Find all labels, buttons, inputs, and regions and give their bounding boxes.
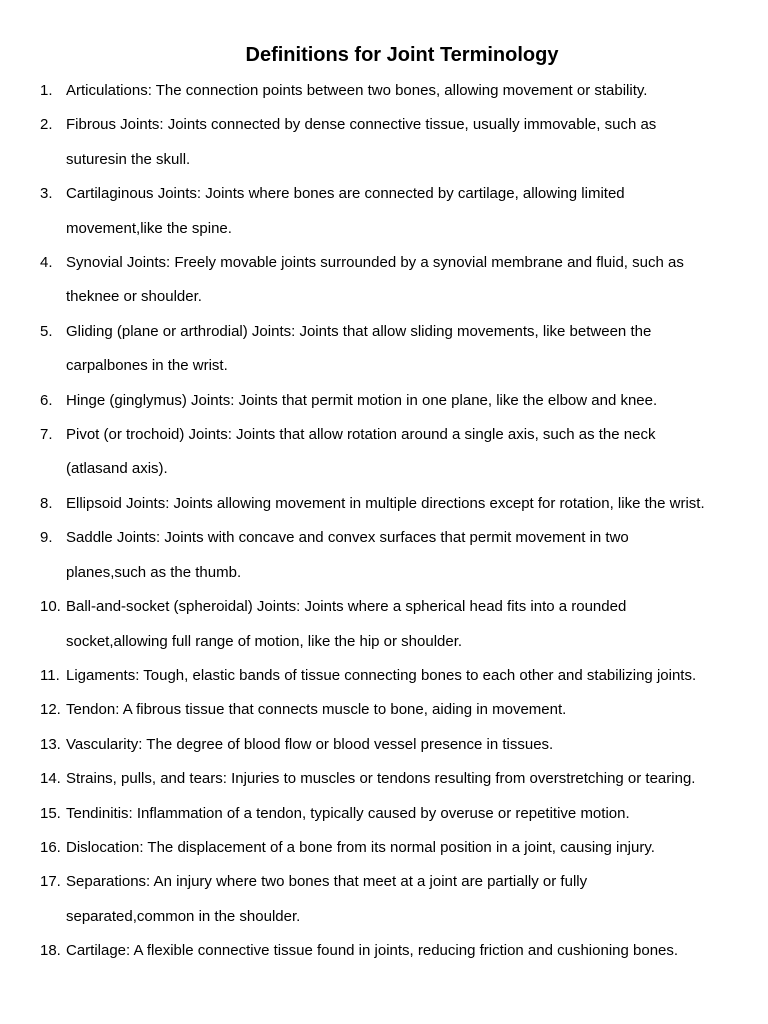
list-item <box>40 831 740 865</box>
list-item <box>40 797 740 831</box>
list-item-number: 2. <box>40 116 53 134</box>
definition-text-line: movement,like the spine. <box>66 219 232 237</box>
definition-text-line: separated,common in the shoulder. <box>66 907 301 925</box>
list-item-number: 15. <box>40 804 61 822</box>
list-item <box>40 315 740 384</box>
definition-text-line: Ellipsoid Joints: Joints allowing movement in multiple directions except for rotation, like the wrist. <box>66 494 705 512</box>
list-item <box>40 384 740 418</box>
definition-text-line: theknee or shoulder. <box>66 288 202 306</box>
definition-text-line: Vascularity: The degree of blood flow or blood vessel presence in tissues. <box>66 735 554 753</box>
list-item-number: 4. <box>40 254 53 272</box>
list-item-number: 1. <box>40 82 53 99</box>
definition-text-line: socket,allowing full range of motion, like the hip or shoulder. <box>66 632 463 650</box>
definition-text-line: planes,such as the thumb. <box>66 563 242 581</box>
list-item-number: 13. <box>40 735 61 753</box>
definition-text-line: Tendon: A fibrous tissue that connects muscle to bone, aiding in movement. <box>66 701 567 719</box>
list-item-number: 9. <box>40 529 53 547</box>
definition-text-line: Cartilage: A flexible connective tissue found in joints, reducing friction and cushioning bones. <box>66 942 679 960</box>
definition-text-line: Articulations: The connection points between two bones, allowing movement or stability. <box>66 82 648 99</box>
list-item <box>40 418 740 487</box>
definition-text-line: Separations: An injury where two bones that meet at a joint are partially or fully <box>66 873 588 891</box>
list-item-number: 14. <box>40 770 61 788</box>
definition-text-line: Gliding (plane or arthrodial) Joints: Joints that allow sliding movements, like between the <box>66 322 652 340</box>
list-item <box>40 865 740 934</box>
list-item <box>40 693 740 727</box>
list-item-number: 10. <box>40 598 61 616</box>
definition-text-line: carpalbones in the wrist. <box>66 357 228 375</box>
list-item <box>40 177 740 246</box>
list-item-number: 16. <box>40 838 61 856</box>
definition-text-line: Ball-and-socket (spheroidal) Joints: Joints where a spherical head fits into a rounded <box>66 598 627 616</box>
list-item-number: 6. <box>40 391 53 409</box>
list-item-number: 3. <box>40 185 53 203</box>
definition-text-line: suturesin the skull. <box>66 150 191 168</box>
list-item-number: 18. <box>40 942 61 960</box>
definition-text-line: (atlasand axis). <box>66 460 168 478</box>
definition-text-line: Saddle Joints: Joints with concave and convex surfaces that permit movement in two <box>66 529 629 547</box>
definition-text-line: Hinge (ginglymus) Joints: Joints that permit motion in one plane, like the elbow and knee. <box>66 391 658 409</box>
definition-text-line: Pivot (or trochoid) Joints: Joints that allow rotation around a single axis, such as the neck <box>66 426 656 444</box>
definition-text-line: Tendinitis: Inflammation of a tendon, typically caused by overuse or repetitive motion. <box>66 804 630 822</box>
list-item-number: 17. <box>40 873 61 891</box>
definition-text-line: Strains, pulls, and tears: Injuries to muscles or tendons resulting from overstretching or tearing. <box>66 770 696 788</box>
page-title: Definitions for Joint Terminology <box>245 44 559 66</box>
definition-text-line: Fibrous Joints: Joints connected by dense connective tissue, usually immovable, such as <box>66 116 657 134</box>
definition-text-line: Ligaments: Tough, elastic bands of tissue connecting bones to each other and stabilizing joints. <box>66 666 697 684</box>
list-item <box>40 246 740 315</box>
definition-text-line: Synovial Joints: Freely movable joints surrounded by a synovial membrane and fluid, such as <box>66 254 684 272</box>
definitions-list <box>40 74 740 969</box>
list-item-number: 5. <box>40 322 53 340</box>
list-item-number: 7. <box>40 426 53 444</box>
list-item <box>40 74 740 108</box>
list-item <box>40 762 740 796</box>
list-item <box>40 728 740 762</box>
list-item <box>40 487 740 521</box>
list-item-number: 8. <box>40 494 53 512</box>
definition-text-line: Dislocation: The displacement of a bone from its normal position in a joint, causing injury. <box>66 838 655 856</box>
list-item <box>40 590 740 659</box>
list-item <box>40 659 740 693</box>
list-item-number: 11. <box>40 666 60 684</box>
list-item-number: 12. <box>40 701 61 719</box>
list-item <box>40 934 740 968</box>
definition-text-line: Cartilaginous Joints: Joints where bones are connected by cartilage, allowing limited <box>66 185 625 203</box>
list-item <box>40 521 740 590</box>
list-item <box>40 108 740 177</box>
